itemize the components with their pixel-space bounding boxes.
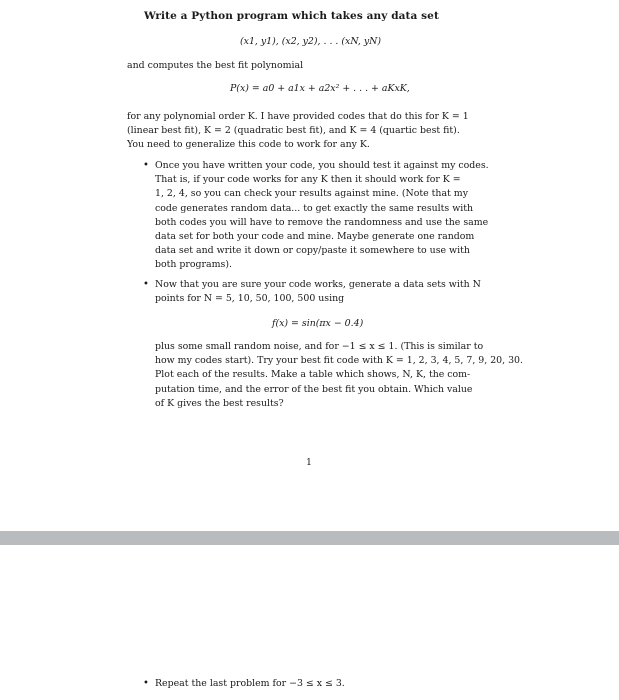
bullet-line: putation time, and the error of the best fit you obtain. Which value [155, 383, 473, 395]
dataset-equation: (x1, y1), (x2, y2), . . . (xN, yN) [240, 36, 382, 47]
bullet-line: data set and write it down or copy/paste it somewhere to use with [155, 245, 470, 257]
bullet-line: Once you have written your code, you should test it against my codes. [155, 160, 489, 171]
bullet-line: points for N = 5, 10, 50, 100, 500 using [155, 293, 345, 305]
bullet-icon: • [143, 160, 149, 171]
bullet-line: Plot each of the results. Make a table which shows, N, K, the com- [155, 369, 471, 381]
bullet-line: both programs). [155, 259, 232, 271]
bullet-line: code generates random data... to get exactly the same results with [155, 202, 474, 214]
bullet-line: of K gives the best results? [155, 397, 284, 409]
polynomial-equation: P(x) = a0 + a1x + a2x² + . . . + aKxK, [230, 83, 410, 94]
paragraph-line: You need to generalize this code to work for any K. [127, 139, 370, 151]
bullet-line: how my codes start). Try your best fit code with K = 1, 2, 3, 4, 5, 7, 9, 20, 30. [155, 355, 524, 367]
bullet-icon: • [143, 678, 149, 689]
bullet-line: That is, if your code works for any K then it should work for K = [155, 174, 461, 186]
paragraph-line: (linear best fit), K = 2 (quadratic best fit), and K = 4 (quartic best fit). [127, 125, 460, 137]
bullet-line: 1, 2, 4, so you can check your results against mine. (Note that my [155, 188, 468, 200]
bullet-2-text [155, 278, 481, 306]
bullet-2-continuation [155, 340, 523, 411]
page-number: 1 [306, 457, 312, 468]
paragraph-line: for any polynomial order K. I have provided codes that do this for K = 1 [127, 111, 469, 122]
page-divider [0, 531, 619, 545]
description-paragraph [127, 110, 469, 153]
bullet-line: plus some small random noise, and for −1 ≤ x ≤ 1. (This is similar to [155, 341, 484, 352]
bullet-line: data set for both your code and mine. Maybe generate one random [155, 231, 475, 243]
problem-title: Write a Python program which takes any data set [144, 10, 439, 22]
bullet-line: Now that you are sure your code works, generate a data sets with N [155, 279, 481, 290]
function-equation: f(x) = sin(πx − 0.4) [272, 318, 364, 329]
bullet-line: both codes you will have to remove the randomness and use the same [155, 216, 489, 228]
bullet-icon: • [143, 279, 149, 290]
intro-text: and computes the best fit polynomial [127, 60, 304, 71]
bullet-1-text [155, 159, 489, 273]
bullet-3-text: Repeat the last problem for −3 ≤ x ≤ 3. [155, 678, 345, 689]
